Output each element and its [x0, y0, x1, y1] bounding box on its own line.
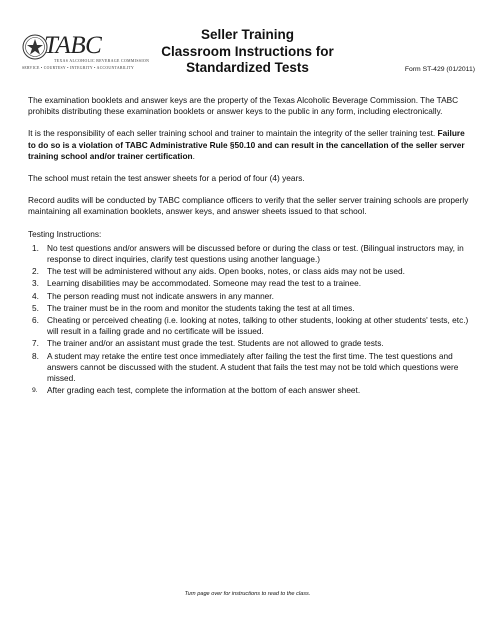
item-text: No test questions and/or answers will be discussed before or during the class or test. (Bilingual instructors may, in response to direct inquiries, clarify test questions using another language.): [47, 242, 464, 265]
testing-instructions-list: [28, 243, 473, 397]
item-number: 5.: [32, 302, 39, 313]
list-item: [28, 243, 473, 265]
form-number: Form ST-429 (01/2011): [404, 66, 475, 73]
logo-subtitle: TEXAS ALCOHOLIC BEVERAGE COMMISSION: [54, 59, 150, 63]
title-line-3: Standardized Tests: [186, 60, 309, 75]
page-title: [140, 27, 355, 77]
logo-wordmark: TABC: [44, 32, 102, 59]
item-number: 2.: [32, 266, 39, 277]
item-number: 3.: [32, 278, 39, 289]
paragraph-responsibility: [28, 128, 473, 162]
title-line-2: Classroom Instructions for: [161, 43, 334, 59]
item-text: A student may retake the entire test once immediately after failing the test the first time. The test questions and answers cannot be discussed with the student. A student that fails the test may not be told which questions were missed.: [47, 350, 459, 384]
item-text: The person reading must not indicate answers in any manner.: [47, 290, 274, 301]
item-text: The trainer and/or an assistant must grade the test. Students are not allowed to grade tests.: [47, 338, 384, 349]
footer-note: Turn page over for instructions to read to the class.: [184, 591, 311, 597]
item-text: After grading each test, complete the information at the bottom of each answer sheet.: [47, 385, 361, 396]
list-item: [28, 338, 473, 349]
responsibility-end: .: [192, 150, 195, 161]
list-item: [28, 385, 473, 396]
tabc-logo: [22, 30, 150, 76]
list-item: [28, 315, 473, 337]
title-line-1: Seller Training: [200, 27, 295, 42]
item-number: 9.: [32, 387, 38, 395]
list-item: [28, 303, 473, 314]
logo-motto: SERVICE • COURTESY • INTEGRITY • ACCOUNTABILITY: [22, 66, 135, 70]
list-item: [28, 278, 473, 289]
list-item: [28, 351, 473, 385]
document-body: [28, 95, 473, 397]
item-number: 1.: [32, 242, 39, 253]
paragraph-audits: Record audits will be conducted by TABC compliance officers to verify that the seller server training schools are properly maintaining all examination booklets, answer keys, and answer sheets issued to that school.: [28, 195, 469, 217]
list-item: [28, 266, 473, 277]
item-text: Cheating or perceived cheating (i.e. looking at notes, talking to other students, looking at other students' tests, etc.) will result in a failing grade and no certificate will be issued.: [47, 315, 469, 337]
item-number: 6.: [32, 315, 39, 326]
item-number: 7.: [32, 338, 39, 349]
item-number: 8.: [32, 350, 39, 361]
item-text: The test will be administered without any aids. Open books, notes, or class aids may not be used.: [47, 266, 405, 277]
item-number: 4.: [32, 290, 39, 301]
paragraph-property: The examination booklets and answer keys are the property of the Texas Alcoholic Beverage Commission. The TABC prohibits distributing these examination booklets or answer keys to the public in any form, including electronically.: [28, 95, 459, 117]
responsibility-text: It is the responsibility of each seller training school and trainer to maintain the integrity of the seller training test.: [28, 128, 438, 139]
item-text: The trainer must be in the room and monitor the students taking the test at all times.: [47, 302, 355, 313]
item-text: Learning disabilities may be accommodated. Someone may read the test to a trainee.: [47, 278, 362, 289]
testing-instructions-heading: Testing Instructions:: [28, 228, 102, 239]
paragraph-retention: The school must retain the test answer sheets for a period of four (4) years.: [28, 173, 305, 184]
violation-warning: Failure to do so is a violation of TABC Administrative Rule §50.10 and can result in the cancellation of the seller server training school and/or trainer certification: [28, 128, 465, 161]
list-item: [28, 291, 473, 302]
